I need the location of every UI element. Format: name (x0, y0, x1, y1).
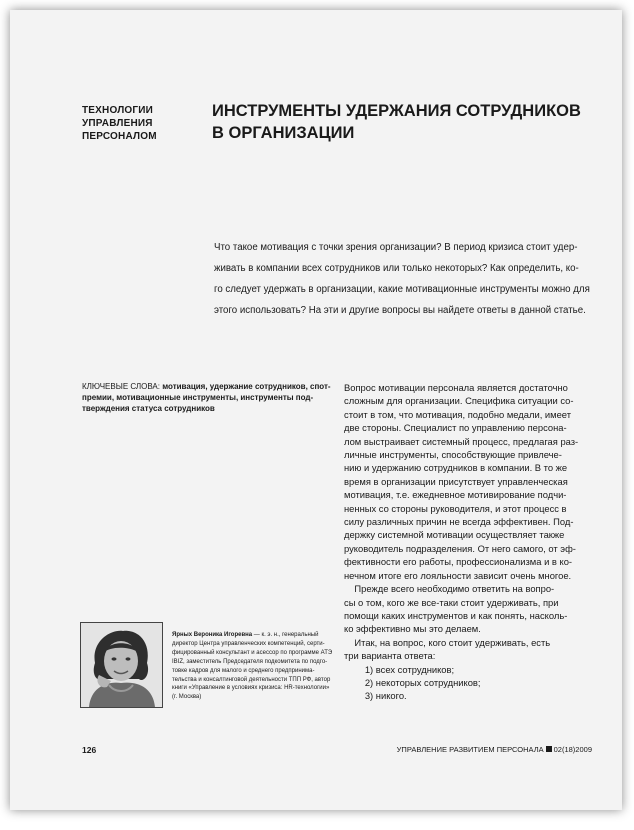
body-line: помощи каких инструментов и как понять, насколь- (344, 609, 568, 621)
lead-paragraph (214, 237, 590, 321)
author-bio-line: тельства и консалтинговой деятельности ТПП РФ, автор (172, 676, 331, 683)
lead-line: этого использовать? На эти и другие вопросы вы найдете ответы в данной статье. (214, 305, 586, 316)
author-bio-line: книги «Управление в условиях кризиса: HR-технологии» (172, 685, 330, 692)
journal-name: УПРАВЛЕНИЕ РАЗВИТИЕМ ПЕРСОНАЛА (396, 745, 544, 754)
author-bio (172, 631, 332, 702)
lead-line: живать в компании всех сотрудников или только некоторых? Как определить, ко- (214, 263, 579, 274)
rubric-line: ТЕХНОЛОГИИ (82, 105, 154, 116)
author-bio-line: (г. Москва) (172, 694, 202, 701)
magazine-page (10, 10, 622, 810)
body-line: Итак, на вопрос, кого стоит удерживать, есть (344, 636, 551, 648)
author-bio-line: директор Центра управленческих компетенций, серти- (172, 640, 325, 647)
article-body (344, 381, 592, 703)
title-line: ИНСТРУМЕНТЫ УДЕРЖАНИЯ СОТРУДНИКОВ (212, 102, 581, 120)
author-bio-line: — к. э. н., генеральный (252, 632, 319, 638)
body-line: фективности его работы, профессионализма и в ко- (344, 556, 573, 568)
journal-footer (397, 745, 592, 754)
author-bio-line: IBIZ, заместитель Председателя подкомитета по подго- (172, 658, 328, 665)
body-line: ненных со стороны руководителя, и этот процесс в (344, 502, 567, 514)
body-line: руководитель подразделения. От него самого, от эф- (344, 542, 576, 554)
body-line: лом выстраивает системный процесс, предлагая раз- (344, 435, 579, 447)
author-name: Ярных Вероника Игоревна (172, 632, 253, 638)
body-line: время в организации присутствует управленческая (344, 475, 568, 487)
body-line: личные инструменты, способствующие привлече- (344, 449, 562, 461)
lead-line: Что такое мотивация с точки зрения организации? В период кризиса стоит удер- (214, 242, 578, 253)
body-line: 2) некоторых сотрудников; (344, 676, 481, 688)
keywords-block (82, 381, 338, 414)
section-rubric (82, 104, 157, 143)
body-line: стоит в том, что мотивация, подобно медали, имеет (344, 408, 572, 420)
author-bio-line: товке кадров для малого и среднего предпринима- (172, 667, 315, 674)
keywords-line: тверждения статуса сотрудников (82, 404, 215, 413)
keywords-line: премии, мотивационные инструменты, инструменты под- (82, 393, 314, 402)
keywords-line: мотивация, удержание сотрудников, спот- (162, 382, 331, 391)
author-photo (80, 622, 163, 708)
author-bio-line: фицированный консультант и асессор по программе АТЭ (172, 649, 333, 656)
body-line: ко эффективно мы это делаем. (344, 623, 481, 635)
body-line: нечном итоге его лояльности зависит очень многое. (344, 569, 572, 581)
article-title (212, 100, 581, 144)
lead-line: го следует удержать в организации, какие мотивационные инструменты можно для (214, 284, 590, 295)
body-line: силу различных причин не всегда эффективен. Под- (344, 516, 574, 528)
body-line: 3) никого. (344, 690, 407, 702)
body-line: нию и удержанию сотрудников в компании. В то же (344, 462, 568, 474)
body-line: Прежде всего необходимо ответить на вопро- (344, 583, 555, 595)
body-line: две стороны. Специалист по управлению персона- (344, 422, 567, 434)
title-line: В ОРГАНИЗАЦИИ (212, 124, 355, 142)
body-line: сы о том, кого же все-таки стоит удерживать, при (344, 596, 559, 608)
body-line: Вопрос мотивации персонала является достаточно (344, 382, 568, 393)
keywords-label: КЛЮЧЕВЫЕ СЛОВА: (82, 382, 160, 391)
square-bullet-icon (546, 746, 552, 752)
body-line: сложным для организации. Специфика ситуации со- (344, 395, 574, 407)
page-number: 126 (82, 745, 97, 755)
author-portrait-image (81, 623, 162, 707)
body-line: держку системной мотивации осуществляет также (344, 529, 565, 541)
rubric-line: ПЕРСОНАЛОМ (82, 131, 157, 142)
body-line: три варианта ответа: (344, 650, 436, 662)
body-line: мотивация, т.е. ежедневное мотивирование подчи- (344, 489, 567, 501)
body-line: 1) всех сотрудников; (344, 663, 455, 675)
journal-issue: 02(18)2009 (553, 745, 592, 754)
rubric-line: УПРАВЛЕНИЯ (82, 118, 153, 129)
